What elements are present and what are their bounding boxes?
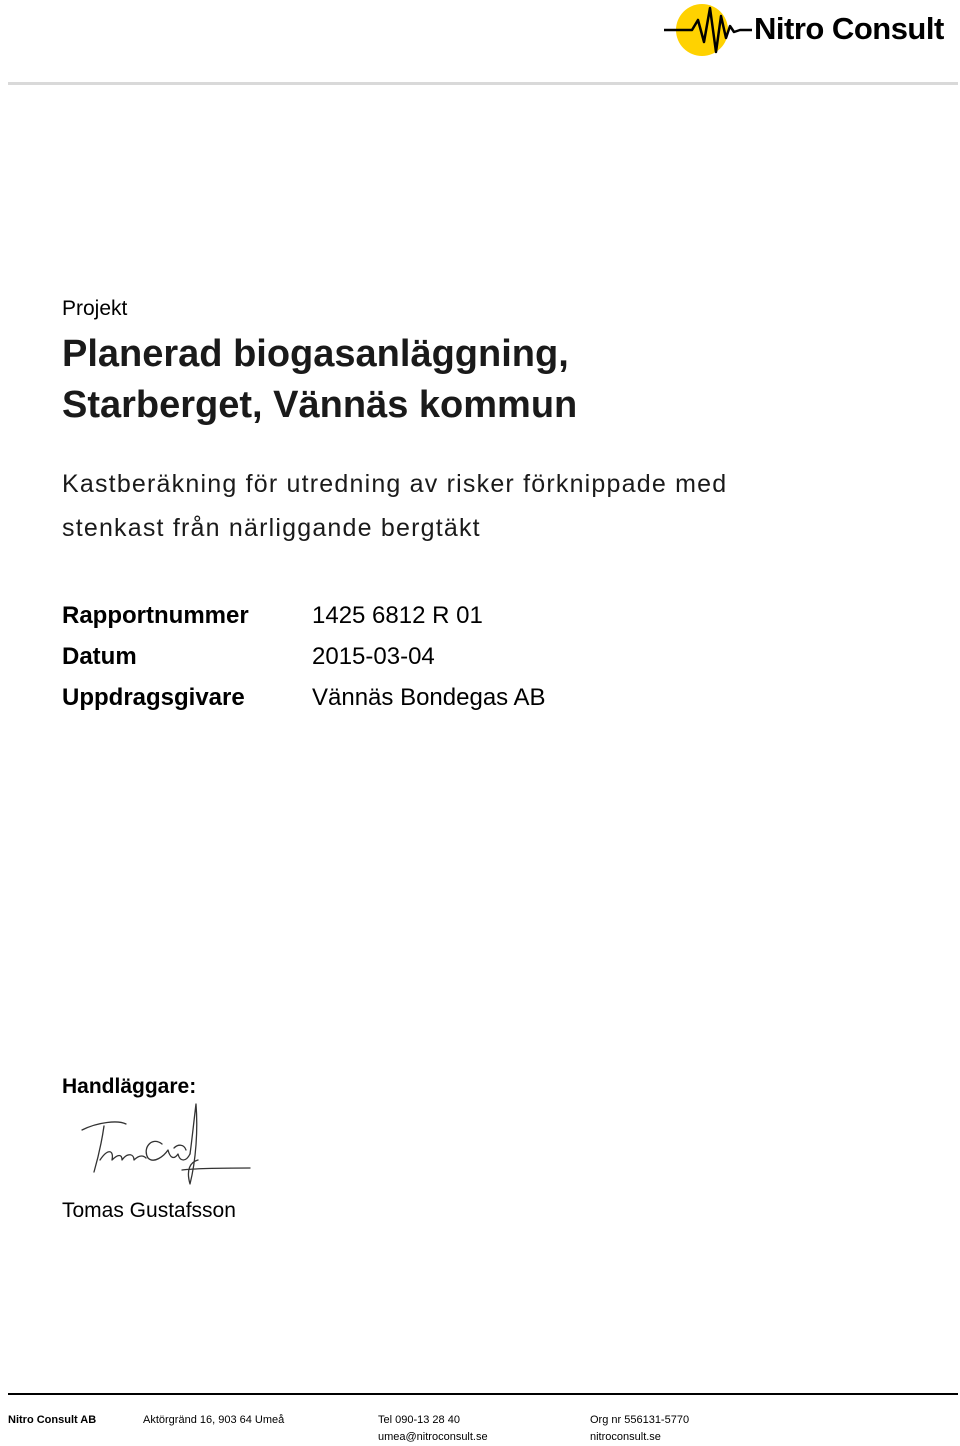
- handler-label: Handläggare:: [62, 1075, 197, 1098]
- footer-org-number: Org nr 556131-5770: [590, 1414, 690, 1426]
- report-title-line: Starberget, Vännäs kommun: [62, 384, 578, 426]
- footer-company: Nitro Consult AB: [8, 1414, 97, 1426]
- meta-value: 1425 6812 R 01: [312, 602, 483, 629]
- meta-value: 2015-03-04: [312, 643, 435, 670]
- handler-name: Tomas Gustafsson: [62, 1199, 236, 1222]
- footer-website: nitroconsult.se: [590, 1431, 661, 1443]
- signature-icon: [78, 1100, 258, 1190]
- header-divider: [8, 82, 958, 85]
- footer-email: umea@nitroconsult.se: [378, 1431, 488, 1443]
- footer-divider: [8, 1393, 958, 1395]
- report-subtitle-line: stenkast från närliggande bergtäkt: [62, 514, 481, 542]
- meta-value: Vännäs Bondegas AB: [312, 684, 546, 711]
- footer-phone: Tel 090-13 28 40: [378, 1414, 460, 1426]
- meta-key: Datum: [62, 643, 137, 670]
- report-title: [62, 329, 577, 431]
- project-label: Projekt: [62, 297, 128, 320]
- footer-address: Aktörgränd 16, 903 64 Umeå: [143, 1414, 285, 1426]
- report-subtitle: [62, 462, 727, 550]
- meta-key: Uppdragsgivare: [62, 684, 245, 711]
- meta-key: Rapportnummer: [62, 602, 249, 629]
- footer-contact: [378, 1412, 488, 1446]
- report-title-line: Planerad biogasanläggning,: [62, 333, 569, 375]
- footer-org: [590, 1412, 689, 1446]
- report-subtitle-line: Kastberäkning för utredning av risker förknippade med: [62, 470, 728, 498]
- logo-text: Nitro Consult: [754, 11, 944, 46]
